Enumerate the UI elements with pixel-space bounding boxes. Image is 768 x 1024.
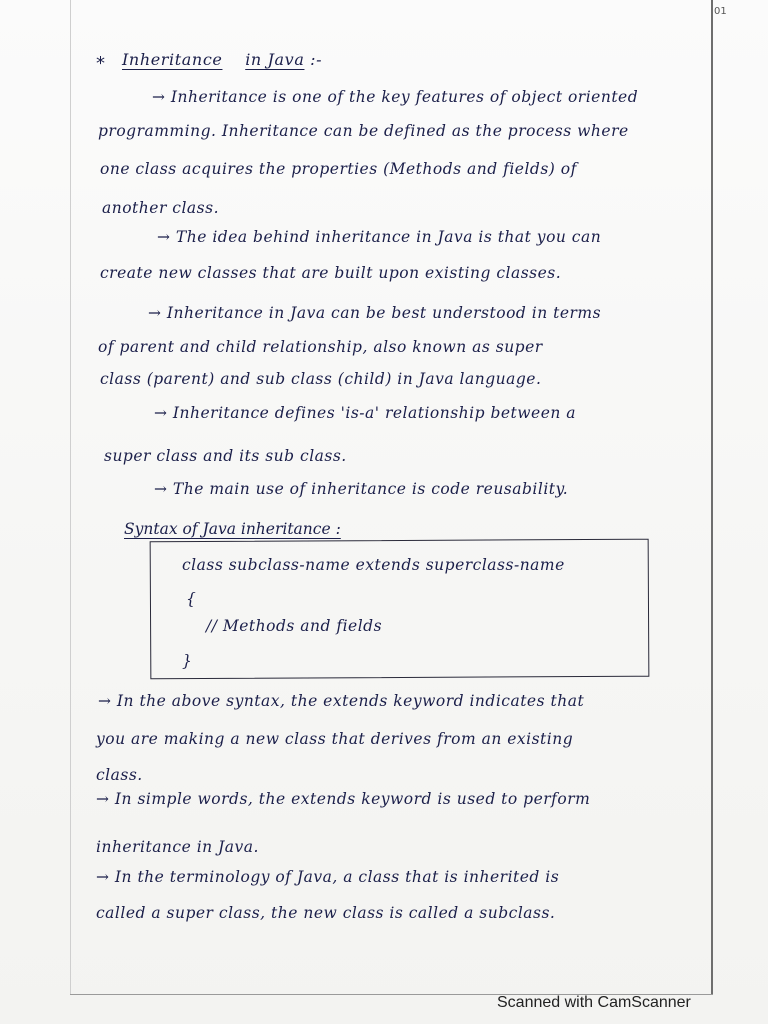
paragraph-line: → Inheritance is one of the key features of object oriented [152,88,639,106]
note-line: → In the above syntax, the extends keyword indicates that [98,692,585,710]
paragraph-line: → Inheritance defines 'is-a' relationship between a [154,404,577,422]
note-line: → In the terminology of Java, a class that is inherited is [96,868,560,886]
note-line: called a super class, the new class is called a subclass. [96,904,556,922]
code-line: } [182,652,193,670]
note-line: inheritance in Java. [96,838,259,856]
code-line: class subclass-name extends superclass-name [182,556,565,574]
code-line: { [186,590,197,608]
title-star-icon: * [96,53,105,74]
note-line: class. [96,766,143,784]
camscanner-watermark: Scanned with CamScanner [497,994,691,1011]
page-number: 01 [714,6,727,17]
page-title [122,50,322,69]
code-line: // Methods and fields [206,617,383,635]
paragraph-line: programming. Inheritance can be defined as the process where [98,122,629,140]
paragraph-line: → Inheritance in Java can be best understood in terms [148,304,602,322]
paragraph-line: another class. [102,199,219,217]
note-line: → In simple words, the extends keyword is used to perform [96,790,591,808]
paragraph-line: of parent and child relationship, also known as super [98,338,543,356]
paragraph-line: → The main use of inheritance is code reusability. [154,480,569,498]
title-word-in-java: in Java [245,50,305,69]
paragraph-line: → The idea behind inheritance in Java is that you can [157,228,602,246]
paragraph-line: class (parent) and sub class (child) in Java language. [100,370,542,388]
paragraph-line: create new classes that are built upon existing classes. [100,264,562,282]
syntax-heading: Syntax of Java inheritance : [124,520,341,538]
title-suffix: :- [310,50,323,69]
title-word-inheritance: Inheritance [122,50,223,69]
paragraph-line: one class acquires the properties (Methods and fields) of [100,160,577,178]
right-margin-rule [711,0,713,995]
left-margin-rule [70,0,71,995]
note-line: you are making a new class that derives from an existing [96,730,574,748]
paragraph-line: super class and its sub class. [104,447,347,465]
